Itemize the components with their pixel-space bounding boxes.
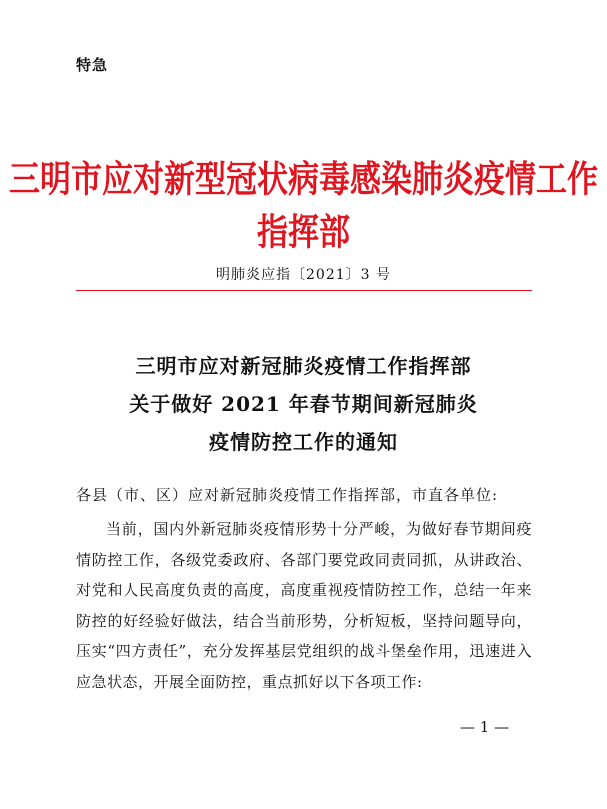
urgency-label: 特急 [76,56,109,74]
issuing-organization-header: 三明市应对新型冠状病毒感染肺炎疫情工作指挥部 [9,158,598,254]
document-title-line-2: 关于做好 2021 年春节期间新冠肺炎 [129,392,478,416]
salutation: 各县（市、区）应对新冠肺炎疫情工作指挥部，市直各单位: [76,486,499,504]
page-number: — 1 — [460,718,510,736]
red-divider-line [76,290,532,291]
document-title-line-3: 疫情防控工作的通知 [209,430,398,454]
body-paragraph: 当前，国内外新冠肺炎疫情形势十分严峻，为做好春节期间疫情防控工作，各级党委政府、各部门要党政同责同抓，从讲政治、对党和人民高度负责的高度，高度重视疫情防控工作，总结一年来防控的好经验好做法，结合当前形势，分析短板，坚持问题导向，压实“四方责任”，充分发挥基层党组织的战斗堡垒作用，迅速进入应急状态，开展全面防控，重点抓好以下各项工作: [76,520,532,691]
document-title-line-1: 三明市应对新冠肺炎疫情工作指挥部 [135,354,472,378]
document-number: 明肺炎应指〔2021〕3 号 [216,267,391,283]
